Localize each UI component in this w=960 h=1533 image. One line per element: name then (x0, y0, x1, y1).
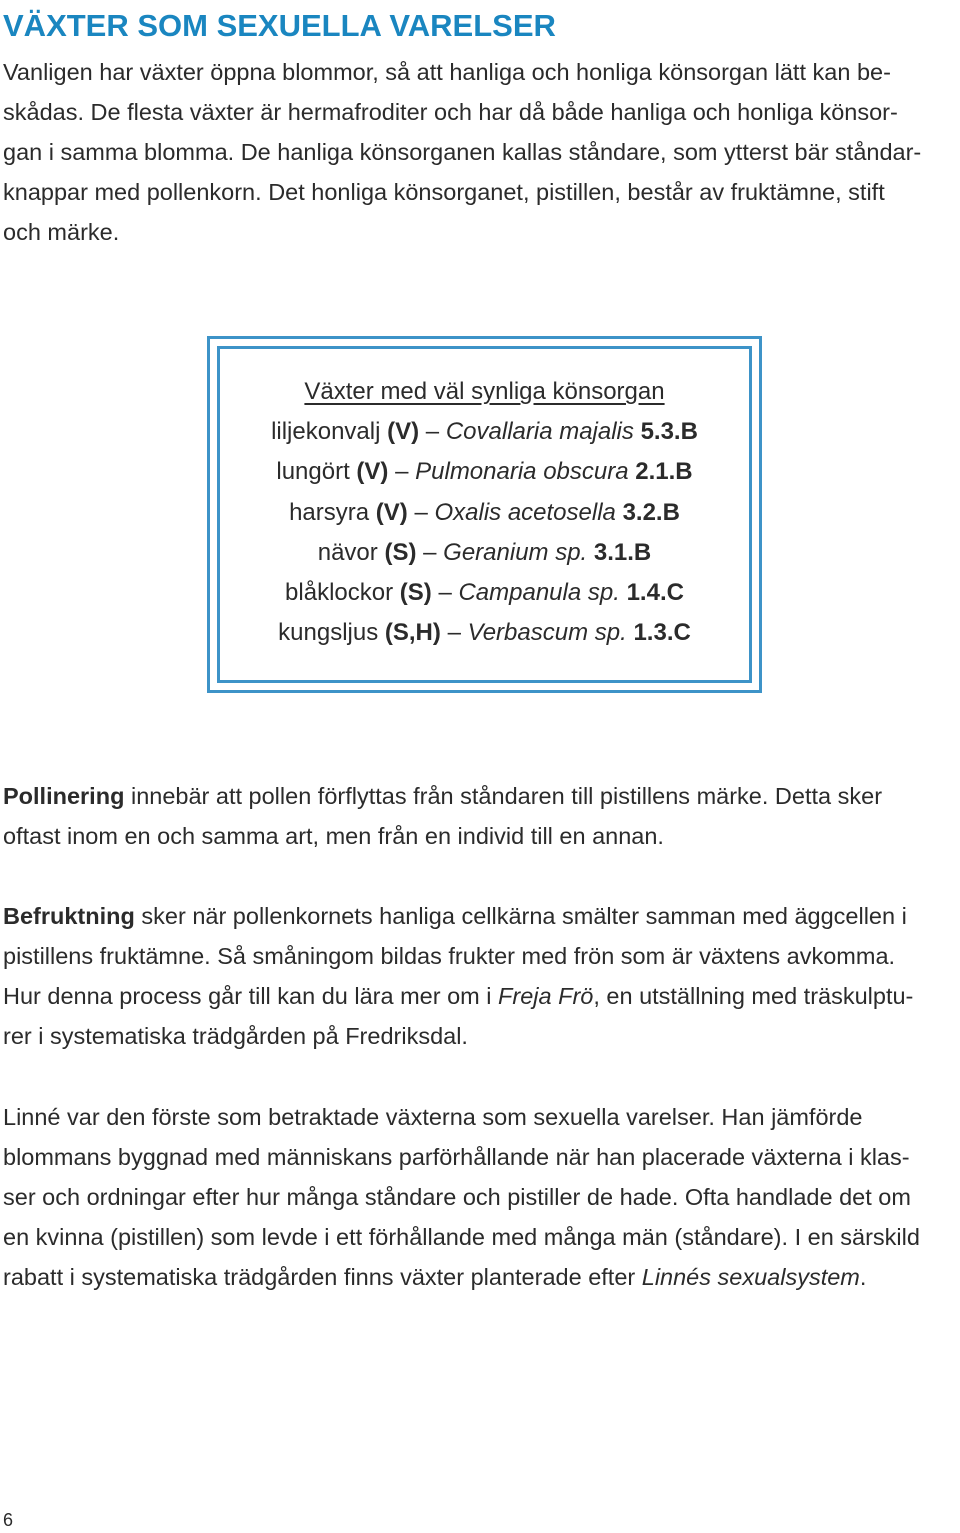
plant-code: (S) (384, 538, 417, 566)
text-line: blommans byggnad med människans parförhållande när han placerade växterna i klas- (3, 1144, 910, 1170)
plant-code: (V) (375, 498, 408, 526)
dash: – (425, 418, 440, 446)
plant-name: kungsljus (278, 619, 379, 647)
plant-code: (S) (399, 579, 432, 607)
sexualsystem-term: Linnés sexualsystem (641, 1264, 860, 1290)
text-segment: , en utställning med träskulptu- (593, 983, 914, 1009)
latin-name: Geranium sp. (443, 538, 588, 566)
text-line (3, 896, 913, 936)
plant-name: lungört (276, 458, 350, 486)
dash: – (414, 498, 428, 526)
pollinering-paragraph (3, 776, 882, 856)
exhibition-name: Freja Frö (498, 983, 594, 1009)
page-title: VÄXTER SOM SEXUELLA VARELSER (3, 8, 556, 43)
plant-code: (S,H) (384, 619, 441, 647)
befruktning-paragraph (3, 896, 913, 1056)
plant-name: harsyra (289, 498, 370, 526)
linne-paragraph (3, 1097, 920, 1297)
location-ref: 2.1.B (635, 458, 693, 486)
plant-name: liljekonvalj (271, 418, 381, 446)
term-befruktning: Befruktning (3, 903, 135, 929)
plant-row (207, 613, 762, 653)
text-line: en kvinna (pistillen) som levde i ett förhållande med många män (ståndare). I en särskild (3, 1224, 920, 1250)
location-ref: 3.2.B (622, 498, 680, 526)
page-number: 6 (3, 1510, 14, 1530)
location-ref: 5.3.B (640, 418, 698, 446)
text-line: gan i samma blomma. De hanliga könsorganen kallas ståndare, som ytterst bär ståndar- (3, 139, 922, 165)
text-line: pistillens fruktämne. Så småningom bildas frukter med frön som är växtens avkomma. (3, 943, 896, 969)
term-pollinering: Pollinering (3, 783, 125, 809)
location-ref: 1.4.C (626, 579, 684, 607)
latin-name: Oxalis acetosella (434, 498, 616, 526)
plant-row (207, 452, 762, 492)
plant-list (207, 372, 762, 653)
intro-paragraph (3, 52, 921, 252)
dash: – (447, 619, 461, 647)
plant-row (207, 533, 762, 573)
text-segment: rabatt i systematiska trädgården finns växter planterade efter (3, 1264, 642, 1290)
text-line: ser och ordningar efter hur många ståndare och pistiller de hade. Ofta handlade det om (3, 1184, 911, 1210)
text-segment: . (859, 1264, 867, 1290)
dash: – (395, 458, 409, 486)
text-line: och märke. (3, 219, 120, 245)
text-line: Linné var den förste som betraktade växterna som sexuella varelser. Han jämförde (3, 1104, 863, 1130)
text-segment: innebär att pollen förflyttas från ståndaren till pistillens märke. Detta sker (124, 783, 883, 809)
latin-name: Pulmonaria obscura (415, 458, 629, 486)
text-line (3, 776, 882, 816)
text-segment: Hur denna process går till kan du lära mer om i (3, 983, 499, 1009)
location-ref: 1.3.C (633, 619, 691, 647)
dash: – (423, 538, 437, 566)
plant-row (207, 493, 762, 533)
text-line: skådas. De flesta växter är hermafroditer och har då både hanliga och honliga könsor- (3, 99, 898, 125)
plant-name: blåklockor (285, 579, 394, 607)
latin-name: Verbascum sp. (467, 619, 627, 647)
text-line: Vanligen har växter öppna blommor, så att hanliga och honliga könsorgan lätt kan be- (3, 59, 891, 85)
plant-row (207, 412, 762, 452)
plant-name: nävor (317, 538, 378, 566)
plant-row (207, 573, 762, 613)
text-line: oftast inom en och samma art, men från en individ till en annan. (3, 823, 664, 849)
latin-name: Covallaria majalis (445, 418, 634, 446)
latin-name: Campanula sp. (458, 579, 620, 607)
dash: – (438, 579, 452, 607)
text-line: rer i systematiska trädgården på Fredriksdal. (3, 1023, 468, 1049)
text-line (3, 1257, 920, 1297)
text-segment: sker när pollenkornets hanliga cellkärna smälter samman med äggcellen i (134, 903, 907, 929)
box-heading: Växter med väl synliga könsorgan (304, 378, 665, 405)
text-line: knappar med pollenkorn. Det honliga könsorganet, pistillen, består av fruktämne, stift (3, 179, 885, 205)
plant-code: (V) (356, 458, 389, 486)
plant-code: (V) (387, 418, 420, 446)
location-ref: 3.1.B (593, 538, 652, 566)
text-line (3, 976, 913, 1016)
